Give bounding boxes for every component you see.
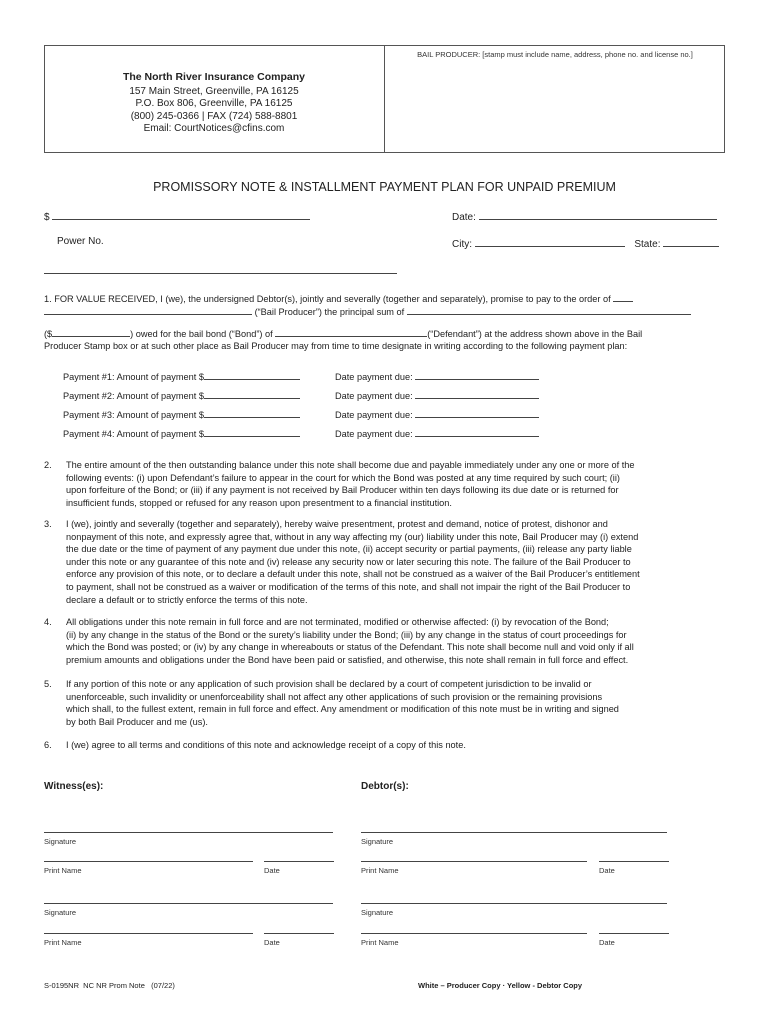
- payment-due-blank[interactable]: [415, 427, 539, 437]
- clause-2: [44, 459, 725, 509]
- document-title: PROMISSORY NOTE & INSTALLMENT PAYMENT PLAN FOR UNPAID PREMIUM: [153, 180, 616, 194]
- clause-1-text-d: ) owed for the bail bond (“Bond”) of: [130, 329, 273, 339]
- witness-print-name-line[interactable]: [44, 933, 253, 934]
- signature-label: Signature: [44, 908, 77, 917]
- clause-6: [44, 739, 725, 752]
- header-divider: [384, 45, 385, 153]
- company-info: [44, 71, 384, 135]
- print-name-label: Print Name: [44, 866, 82, 875]
- principal-sum-blank[interactable]: [407, 305, 691, 315]
- payment-row: [63, 389, 563, 408]
- signature-label: Signature: [361, 908, 394, 917]
- payment-row: [63, 408, 563, 427]
- witness-date-line[interactable]: [264, 933, 334, 934]
- clause-line: the due date or the time of payment of any payment due under this note, (ii) accept security or partial payments, (iii) release any party liable: [66, 544, 632, 555]
- clause-line: insufficient funds, stopped or refused for any reason upon presentment to a financial institution.: [66, 497, 452, 508]
- clause-line: declare a default or to strictly enforce the terms of this note.: [66, 594, 308, 605]
- clause-line: enforce any provision of this note, or to declare a default under this note, shall not be construed as a waiver of the Bail Producer’s entitlement: [66, 569, 640, 580]
- clause-line: which the Bond was posted; or (iv) by any change in whereabouts or status of the Defendant. This note shall become null and void only if all: [66, 642, 634, 653]
- dollar-sign: $: [44, 212, 50, 223]
- date-field[interactable]: [452, 209, 717, 223]
- owed-amount-blank[interactable]: [52, 327, 130, 337]
- clause-1-line-3: [44, 327, 725, 341]
- amount-field[interactable]: [44, 209, 310, 223]
- company-phone: (800) 245-0366 | FAX (724) 588-8801: [130, 110, 298, 122]
- clause-5: [44, 678, 725, 728]
- power-no-blank[interactable]: [44, 273, 397, 274]
- payment-plan: [63, 370, 563, 446]
- payment-due-blank[interactable]: [415, 389, 539, 399]
- clause-line: I (we), jointly and severally (together and separately), hereby waive presentment, protest and demand, notice of protest, dishonor and: [66, 519, 608, 529]
- date-label: Date: [599, 938, 615, 947]
- payee-blank[interactable]: [44, 305, 252, 315]
- clause-3: [44, 518, 725, 606]
- date-label: Date: [264, 866, 280, 875]
- date-label: Date: [599, 866, 615, 875]
- payment-row: [63, 427, 563, 446]
- company-email: Email: CourtNotices@cfins.com: [143, 122, 285, 134]
- clause-line: upon forfeiture of the Bond; or (iii) if any payment is not received by Bail Producer within ten days following its due date or is returned for: [66, 485, 619, 496]
- clause-number: 4.: [44, 617, 52, 627]
- clause-1-line-2: [44, 305, 725, 319]
- payment-amount-label: Payment #4: Amount of payment $: [63, 429, 204, 439]
- payment-amount-blank[interactable]: [204, 408, 300, 418]
- debtor-signature-line[interactable]: [361, 903, 667, 904]
- company-address-street: 157 Main Street, Greenville, PA 16125: [129, 86, 299, 98]
- signature-label: Signature: [361, 837, 394, 846]
- witness-signature-line[interactable]: [44, 903, 333, 904]
- print-name-label: Print Name: [361, 866, 399, 875]
- payment-amount-blank[interactable]: [204, 389, 300, 399]
- clause-1-text-e: (“Defendant”) at the address shown above in the Bail: [427, 329, 643, 339]
- city-label: City:: [452, 239, 472, 250]
- clause-number: 5.: [44, 679, 52, 689]
- debtor-date-line[interactable]: [599, 861, 669, 862]
- city-state-field[interactable]: [452, 236, 719, 250]
- witness-heading: Witness(es):: [44, 781, 104, 792]
- payment-due-label: Date payment due:: [335, 429, 413, 439]
- clause-4: [44, 616, 725, 666]
- print-name-label: Print Name: [44, 938, 82, 947]
- clause-line: following events: (i) upon Defendant’s failure to appear in the court for which the Bond was posted at any time required by such court; (ii): [66, 472, 620, 483]
- clause-1-line-4: Producer Stamp box or at such other place as Bail Producer may from time to time designate in writing according to the following payment plan:: [44, 341, 628, 351]
- payment-amount-label: Payment #1: Amount of payment $: [63, 372, 204, 382]
- defendant-blank[interactable]: [275, 327, 427, 337]
- witness-date-line[interactable]: [264, 861, 334, 862]
- clause-line: under this note or any guarantee of this note and (iv) release any security now or later securing this note. The failure of the Bail Producer to: [66, 556, 631, 567]
- debtor-date-line[interactable]: [599, 933, 669, 934]
- payee-blank-start[interactable]: [613, 292, 633, 302]
- clause-number: 6.: [44, 740, 52, 750]
- clause-line: unenforceable, such invalidity or unenforceability shall not affect any other applications of such provision or the remaining provisions: [66, 691, 603, 702]
- debtor-signature-line[interactable]: [361, 832, 667, 833]
- company-address-po: P.O. Box 806, Greenville, PA 16125: [135, 98, 293, 110]
- payment-amount-label: Payment #2: Amount of payment $: [63, 391, 204, 401]
- clause-line: All obligations under this note remain in full force and are not terminated, modified or otherwise affected: (i) by revocation of the Bond;: [66, 617, 609, 627]
- stamp-instruction: BAIL PRODUCER: [stamp must include name, address, phone no. and license no.]: [417, 50, 693, 59]
- city-blank[interactable]: [475, 236, 625, 247]
- clause-1-text-a: 1. FOR VALUE RECEIVED, I (we), the undersigned Debtor(s), jointly and severally (together and separately), promise to pay to the order of: [44, 294, 611, 304]
- payment-amount-blank[interactable]: [204, 427, 300, 437]
- clause-number: 3.: [44, 519, 52, 529]
- clause-line: to payment, shall not be construed as a waiver or modification of the terms of this note, and shall not impair the right of the Bail Producer to: [66, 581, 631, 592]
- clause-line: If any portion of this note or any application of such provision shall be declared by a court of competent jurisdiction to be invalid or: [66, 679, 592, 689]
- clause-line: The entire amount of the then outstanding balance under this note shall become due and payable immediately under any one or more of the: [66, 460, 635, 470]
- state-label: State:: [634, 239, 661, 250]
- debtor-print-name-line[interactable]: [361, 861, 587, 862]
- clause-line: which shall, to the fullest extent, remain in full force and effect. Any amendment or modification of this note must be in writing and signed: [66, 704, 619, 715]
- power-no-label: Power No.: [57, 236, 104, 247]
- copy-distribution: White – Producer Copy · Yellow - Debtor Copy: [418, 981, 583, 990]
- payment-due-blank[interactable]: [415, 408, 539, 418]
- amount-blank[interactable]: [52, 209, 310, 220]
- signature-label: Signature: [44, 837, 77, 846]
- form-code: S-0195NR NC NR Prom Note (07/22): [44, 981, 175, 990]
- witness-signature-line[interactable]: [44, 832, 333, 833]
- clause-number: 2.: [44, 460, 52, 470]
- clause-line: I (we) agree to all terms and conditions of this note and acknowledge receipt of a copy of this note.: [66, 740, 466, 750]
- print-name-label: Print Name: [361, 938, 399, 947]
- state-blank[interactable]: [663, 236, 719, 247]
- payment-row: [63, 370, 563, 389]
- payment-amount-label: Payment #3: Amount of payment $: [63, 410, 204, 420]
- date-label: Date: [264, 938, 280, 947]
- payment-due-label: Date payment due:: [335, 391, 413, 401]
- date-blank[interactable]: [479, 209, 717, 220]
- witness-print-name-line[interactable]: [44, 861, 253, 862]
- clause-1-line-1: [44, 292, 725, 306]
- clause-line: nonpayment of this note, and expressly agree that, without in any way affecting my (our) liability under this note, Bail Producer may (i) extend: [66, 531, 639, 542]
- date-label: Date:: [452, 212, 476, 223]
- clause-line: premium amounts and obligations under the Bond have been paid or satisfied, and otherwise, this note shall remain in full force and effect.: [66, 654, 629, 665]
- clause-1-text-b: (“Bail Producer”) the principal sum of: [254, 307, 405, 317]
- payment-due-label: Date payment due:: [335, 410, 413, 420]
- clause-line: by both Bail Producer and me (us).: [66, 716, 208, 727]
- payment-due-blank[interactable]: [415, 370, 539, 380]
- payment-due-label: Date payment due:: [335, 372, 413, 382]
- debtor-heading: Debtor(s):: [361, 781, 409, 792]
- payment-amount-blank[interactable]: [204, 370, 300, 380]
- company-name: The North River Insurance Company: [122, 71, 306, 83]
- debtor-print-name-line[interactable]: [361, 933, 587, 934]
- clause-line: (ii) by any change in the status of the Bond or the surety’s liability under the Bond; (iii) by any change in the status of court proceedings for: [66, 629, 627, 640]
- clause-1-text-c: ($: [44, 329, 53, 339]
